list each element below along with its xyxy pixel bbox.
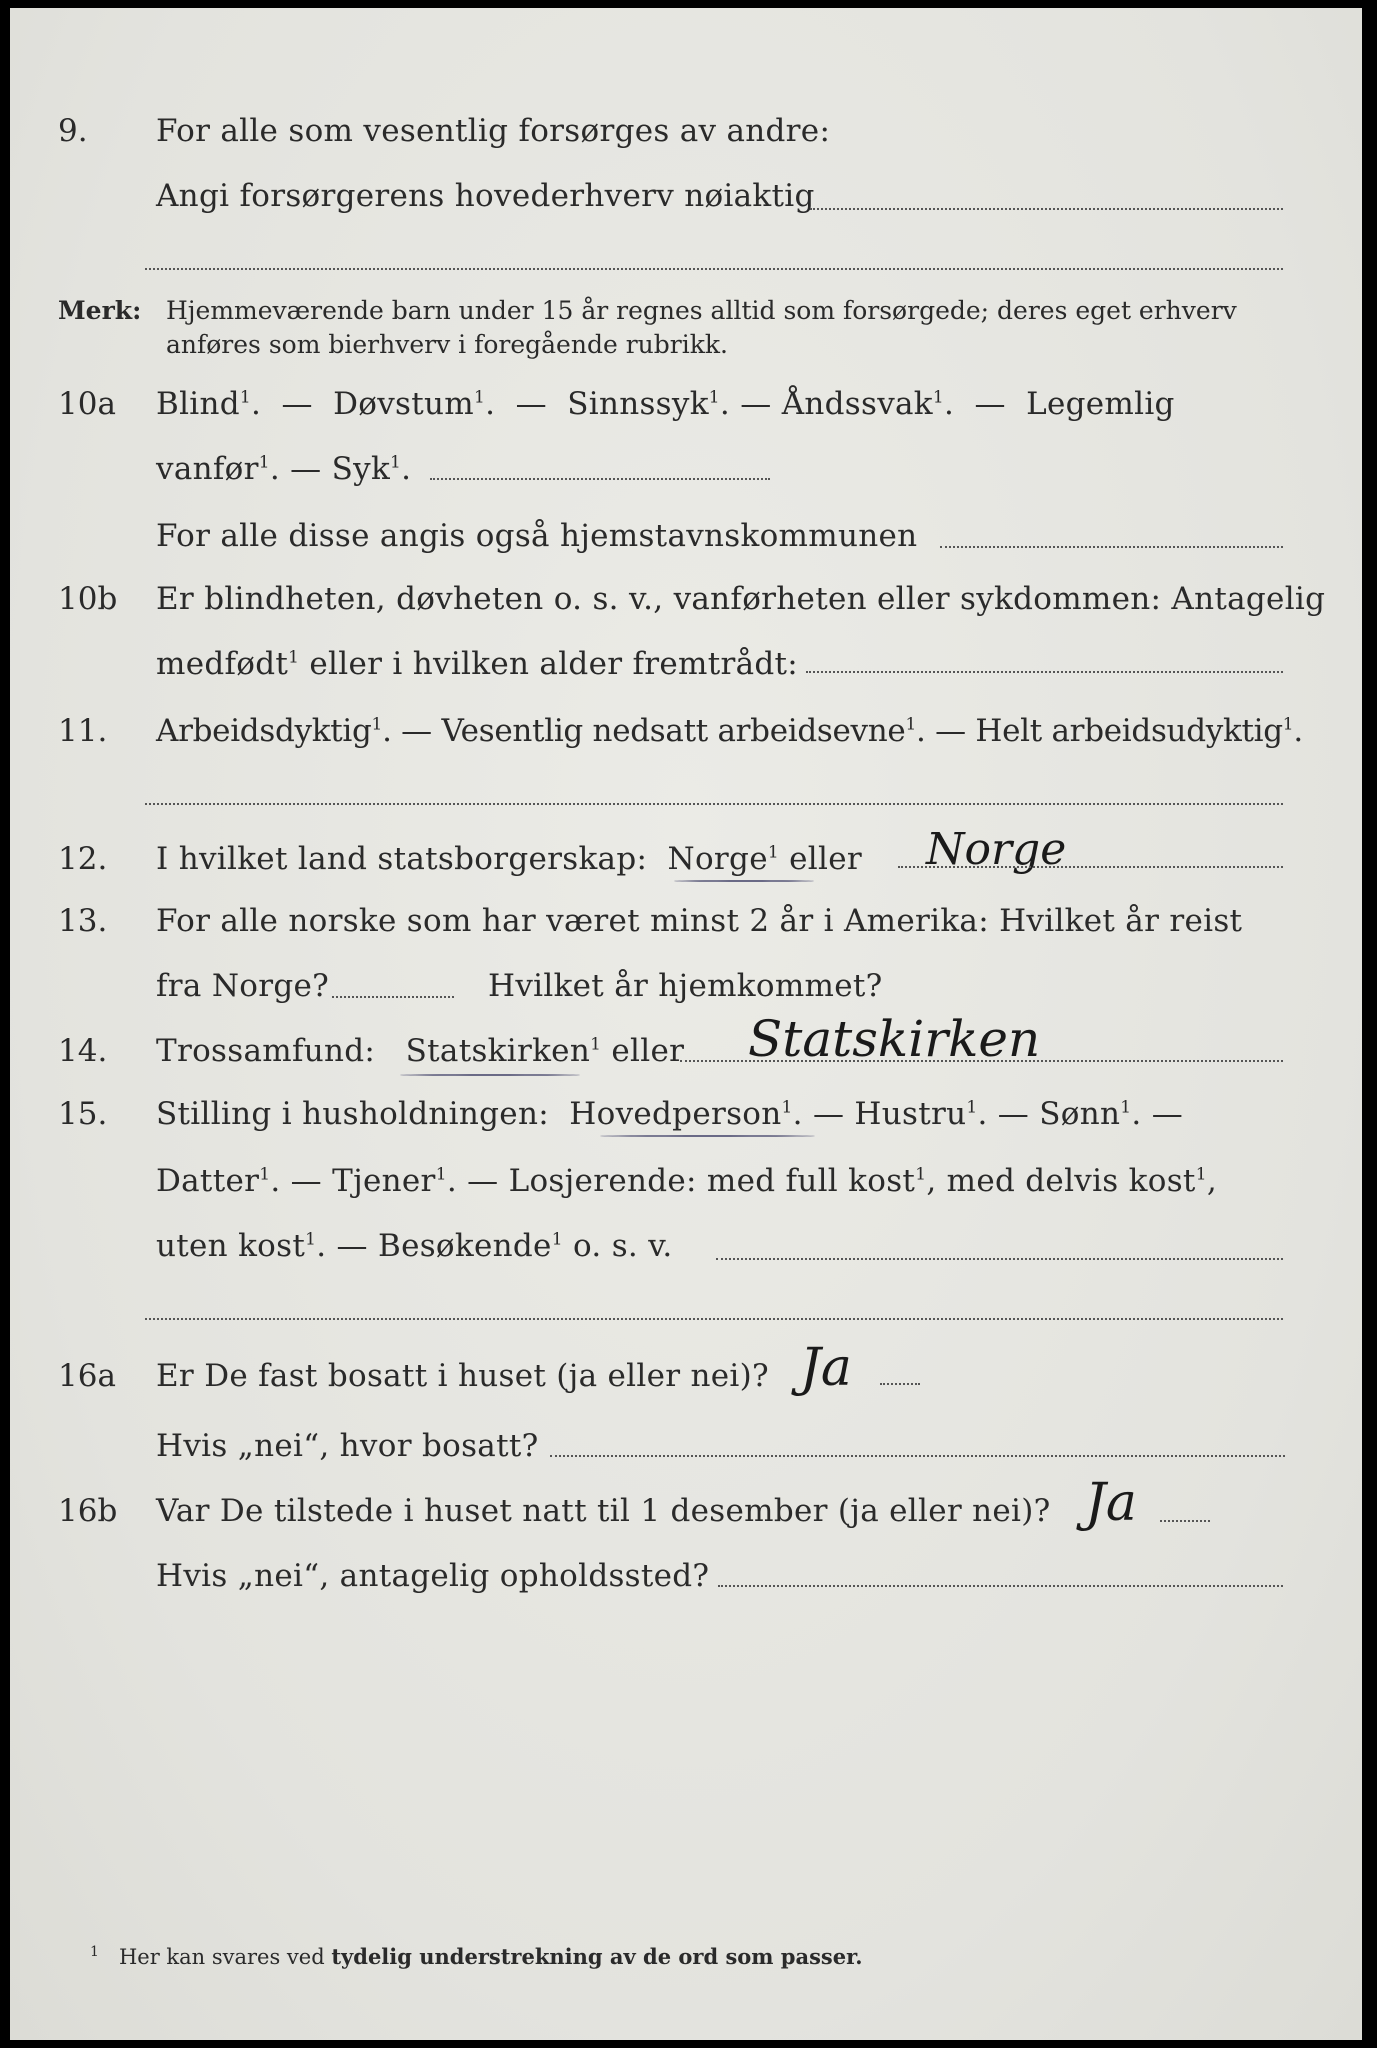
q16a-bosatt-field[interactable] — [550, 1455, 1285, 1457]
option-syk[interactable]: Syk — [331, 451, 391, 487]
q16b-answer-field[interactable] — [1160, 1520, 1210, 1522]
q10a-number: 10a — [58, 386, 116, 422]
merk-line1: Hjemmeværende barn under 15 år regnes alltid som forsørgede; deres eget erhverv — [166, 296, 1237, 325]
q13-reist-field[interactable] — [332, 996, 454, 998]
q10b-answer-field[interactable] — [806, 671, 1283, 673]
option-medfodt[interactable]: medfødt — [156, 646, 289, 682]
hovedperson-underline — [600, 1135, 815, 1137]
q11-answer-field[interactable] — [145, 803, 1283, 805]
q13-line1: For alle norske som har været minst 2 år i Amerika: Hvilket år reist — [156, 903, 1243, 939]
q10b-line1: Er blindheten, døvheten o. s. v., vanførheten eller sykdommen: Antagelig — [156, 581, 1326, 617]
q15-line1: Stilling i husholdningen: Hovedperson$^1$. — Hustru$^1$. — Sønn$^1$. — — [156, 1096, 1184, 1132]
option-arbeidsdyktig[interactable]: Arbeidsdyktig — [156, 713, 372, 749]
q10a-line3: For alle disse angis også hjemstavnskommunen — [156, 518, 918, 554]
q14-number: 14. — [58, 1033, 108, 1069]
q10a-answer-field[interactable] — [430, 478, 770, 480]
q12-handwritten-answer: Norge — [926, 824, 1067, 875]
q16b-opholdssted-field[interactable] — [718, 1585, 1283, 1587]
hjemstavn-field[interactable] — [940, 546, 1283, 548]
q10b-number: 10b — [58, 581, 118, 617]
q16a-line2: Hvis „nei“, hvor bosatt? — [156, 1428, 539, 1464]
q13-number: 13. — [58, 903, 108, 939]
q16b-handwritten-answer: Ja — [1085, 1473, 1137, 1533]
q15-answer-field[interactable] — [716, 1258, 1283, 1260]
option-hovedperson[interactable]: Hovedperson — [569, 1096, 782, 1132]
q14-line: Trossamfund: Statskirken$^1$ eller — [156, 1033, 685, 1069]
q15-extra-field[interactable] — [145, 1318, 1283, 1320]
q12-number: 12. — [58, 841, 108, 877]
option-sinnssyk[interactable]: Sinnssyk — [567, 386, 709, 422]
q9-line1: For alle som vesentlig forsørges av andre: — [156, 113, 831, 149]
option-udyktig[interactable]: Helt arbeidsudyktig — [975, 713, 1283, 749]
q15-number: 15. — [58, 1096, 108, 1132]
q14-handwritten-answer: Statskirken — [748, 1010, 1041, 1068]
option-datter[interactable]: Datter — [156, 1163, 260, 1199]
q15-line2: Datter$^1$. — Tjener$^1$. — Losjerende: med full kost$^1$, med delvis kost$^1$, — [156, 1163, 1217, 1199]
q9-answer-field[interactable] — [810, 208, 1283, 210]
option-sonn[interactable]: Sønn — [1039, 1096, 1121, 1132]
q16b-line1: Var De tilstede i huset natt til 1 desember (ja eller nei)? — [156, 1493, 1051, 1529]
option-vanfor[interactable]: vanfør — [156, 451, 259, 487]
q16a-handwritten-answer: Ja — [800, 1338, 852, 1398]
q10a-line2: vanfør$^1$. — Syk$^1$. — [156, 451, 412, 487]
statskirken-underline — [400, 1074, 580, 1076]
q13-hjemkommet: Hvilket år hjemkommet? — [488, 968, 883, 1004]
norge-underline — [674, 880, 814, 882]
q15-line3: uten kost$^1$. — Besøkende$^1$ o. s. v. — [156, 1228, 673, 1264]
option-dovstum[interactable]: Døvstum — [333, 386, 474, 422]
option-besokende[interactable]: Besøkende — [378, 1228, 552, 1264]
q16a-answer-field[interactable] — [880, 1383, 920, 1385]
option-norge[interactable]: Norge — [667, 841, 768, 877]
q16b-number: 16b — [58, 1493, 118, 1529]
q16b-line2: Hvis „nei“, antagelig opholdssted? — [156, 1558, 710, 1594]
option-nedsatt[interactable]: Vesentlig nedsatt arbeidsevne — [441, 713, 906, 749]
q10a-line1: Blind$^1$. — Døvstum$^1$. — Sinnssyk$^1$. — Åndssvak$^1$. — Legemlig — [156, 386, 1175, 422]
q16a-line1: Er De fast bosatt i huset (ja eller nei)? — [156, 1358, 769, 1394]
q10b-line2: medfødt$^1$ eller i hvilken alder fremtrådt: — [156, 646, 799, 682]
q12-line: I hvilket land statsborgerskap: Norge$^1$ eller — [156, 841, 862, 877]
option-andssvak[interactable]: Åndssvak — [781, 386, 933, 422]
q11-line: Arbeidsdyktig$^1$. — Vesentlig nedsatt arbeidsevne$^1$. — Helt arbeidsudyktig$^1$. — [156, 713, 1303, 749]
section-divider — [145, 268, 1283, 270]
footnote: $^1$ Her kan svares ved tydelig understrekning av de ord som passer. — [90, 1944, 863, 1969]
q9-number: 9. — [58, 113, 88, 149]
census-form-page — [10, 8, 1362, 2040]
merk-line2: anføres som bierhverv i foregående rubrikk. — [166, 330, 728, 359]
option-statskirken[interactable]: Statskirken — [405, 1033, 591, 1069]
option-blind[interactable]: Blind — [156, 386, 240, 422]
q14-answer-field[interactable] — [680, 1060, 1283, 1062]
option-tjener[interactable]: Tjener — [332, 1163, 436, 1199]
option-hustru[interactable]: Hustru — [854, 1096, 967, 1132]
q16a-number: 16a — [58, 1358, 116, 1394]
option-legemlig[interactable]: Legemlig — [1026, 386, 1175, 422]
q12-answer-field[interactable] — [898, 866, 1283, 868]
q9-line2: Angi forsørgerens hovederhverv nøiaktig — [156, 178, 815, 214]
merk-label: Merk: — [58, 296, 142, 325]
q13-fra-norge: fra Norge? — [156, 968, 330, 1004]
option-uten-kost[interactable]: uten kost — [156, 1228, 306, 1264]
q11-number: 11. — [58, 713, 108, 749]
option-delvis-kost[interactable]: med delvis kost — [946, 1163, 1196, 1199]
option-losjerende[interactable]: Losjerende: med full kost — [508, 1163, 916, 1199]
